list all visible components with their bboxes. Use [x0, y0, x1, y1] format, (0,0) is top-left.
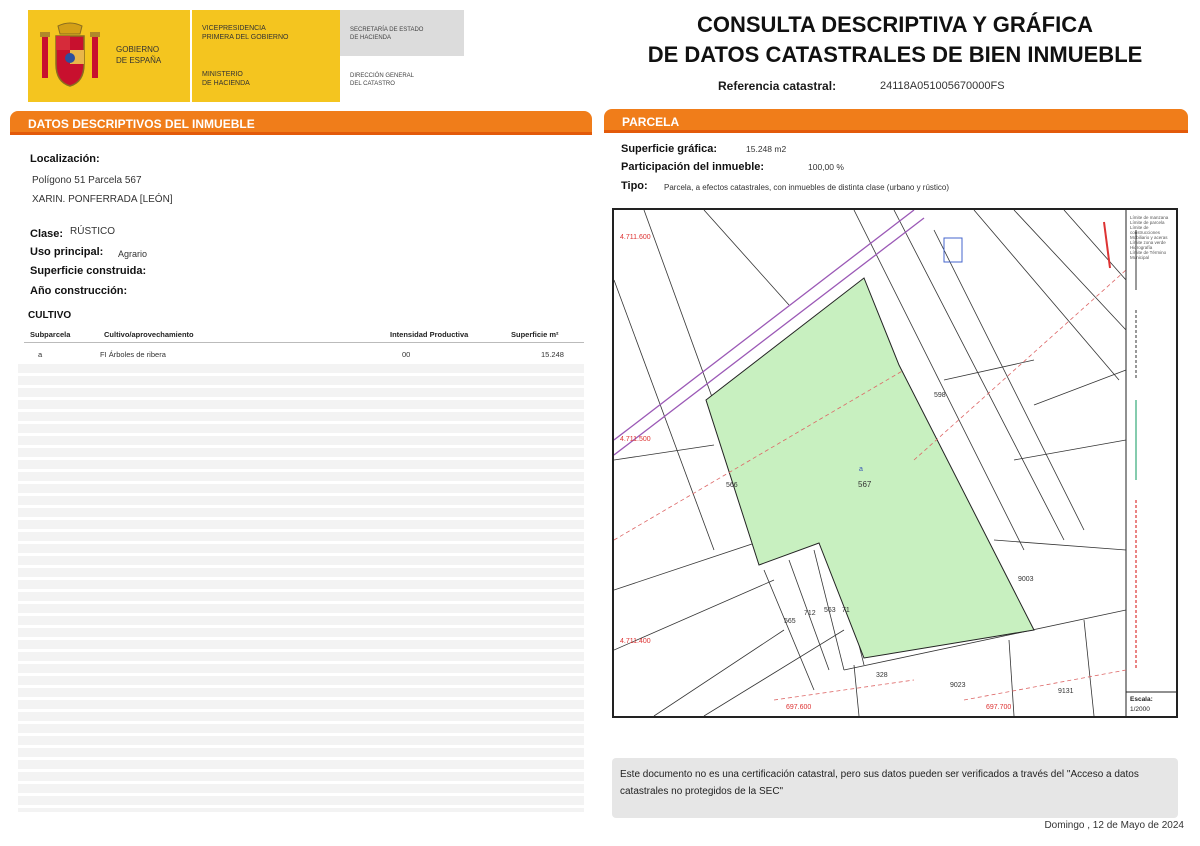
uso-value: Agrario	[118, 249, 148, 259]
anio-construccion-label: Año construcción:	[30, 285, 128, 297]
map-label-parcel-a: a	[859, 466, 863, 473]
uso-label: Uso principal:	[30, 246, 104, 258]
cadastral-ref-value: 24118A051005670000FS	[880, 80, 1005, 92]
map-coord-5: 697.700	[986, 704, 1012, 711]
vice-line-1: VICEPRESIDENCIA	[202, 25, 266, 32]
cadastral-ref-label: Referencia catastral:	[718, 79, 837, 93]
row-superficie: 15.248	[541, 350, 564, 359]
table-header-divider	[24, 342, 584, 343]
map-coord-2: 4.711.500	[620, 436, 651, 443]
col-intensidad: Intensidad Productiva	[390, 330, 469, 339]
direction-name	[350, 72, 460, 88]
logo-divider	[190, 10, 192, 102]
vice-line-2: PRIMERA DEL GOBIERNO	[202, 34, 289, 41]
section-header-descriptive: DATOS DESCRIPTIVOS DEL INMUEBLE	[10, 111, 592, 135]
scale-value: 1/2000	[1130, 706, 1150, 713]
map-coord-3: 4.711.400	[620, 638, 651, 645]
gov-line-2: DE ESPAÑA	[116, 56, 162, 65]
map-label-p11: 71	[842, 607, 850, 614]
map-label-p3: 565	[784, 618, 796, 625]
participacion-label: Participación del inmueble:	[621, 161, 765, 173]
government-name	[116, 44, 161, 66]
clase-value: RÚSTICO	[70, 226, 115, 237]
localizacion-label: Localización:	[30, 153, 100, 165]
title-line-2: DE DATOS CATASTRALES DE BIEN INMUEBLE	[647, 42, 1143, 67]
coat-of-arms-icon	[38, 22, 102, 90]
map-label-p9: 712	[804, 610, 816, 617]
ministry-line-1: MINISTERIO	[202, 71, 243, 78]
direction-line-2: DEL CATASTRO	[350, 81, 395, 87]
ministry-name	[202, 70, 332, 88]
scale-label: Escala:	[1130, 696, 1153, 703]
superficie-construida-label: Superficie construida:	[30, 265, 147, 277]
sup-grafica-label: Superficie gráfica:	[621, 143, 717, 155]
sup-grafica-value: 15.248 m2	[746, 144, 787, 154]
map-label-p6: 328	[876, 672, 888, 679]
cultivo-title: CULTIVO	[28, 310, 72, 321]
map-label-p1: 598	[934, 392, 946, 399]
address-line-1: Polígono 51 Parcela 567	[32, 175, 142, 186]
col-superficie: Superficie m²	[511, 330, 559, 339]
cadastral-map[interactable]	[612, 208, 1178, 718]
legend-item: Límite de parcela	[1130, 220, 1165, 225]
title-line-1: CONSULTA DESCRIPTIVA Y GRÁFICA	[696, 12, 1094, 37]
address-line-2: XARIN. PONFERRADA [LEÓN]	[32, 194, 173, 205]
map-coord-4: 697.600	[786, 704, 812, 711]
map-label-parcel-main: 567	[858, 480, 872, 489]
row-subparcela: a	[38, 350, 43, 359]
col-subparcela: Subparcela	[30, 330, 71, 339]
legend-item: Hidrografía	[1130, 245, 1153, 250]
legend-item: Límite zona verde	[1130, 240, 1166, 245]
direction-line-1: DIRECCIÓN GENERAL	[350, 73, 415, 79]
map-label-p5: 9023	[950, 682, 966, 689]
map-coord-1: 4.711.600	[620, 234, 651, 241]
empty-table-rows	[18, 364, 584, 812]
tipo-label: Tipo:	[621, 180, 648, 192]
col-cultivo: Cultivo/aprovechamiento	[104, 330, 194, 339]
tipo-value: Parcela, a efectos catastrales, con inmuebles de distinta clase (urbano y rústico)	[664, 183, 950, 192]
legend-item: Límite de Término Municipal	[1130, 250, 1167, 260]
ministry-line-2: DE HACIENDA	[202, 80, 250, 87]
participacion-value: 100,00 %	[808, 162, 844, 172]
legend-item: Límite de manzana	[1130, 215, 1169, 220]
map-legend	[1130, 215, 1178, 685]
secretary-line-2: DE HACIENDA	[350, 35, 392, 41]
secretary-name	[350, 26, 460, 42]
map-canvas	[614, 210, 1176, 716]
map-label-p10: 563	[824, 607, 836, 614]
document-date: Domingo , 12 de Mayo de 2024	[1044, 820, 1184, 831]
legend-item: Límite de construcciones	[1130, 225, 1161, 235]
disclaimer-text: Este documento no es una certificación catastral, pero sus datos pueden ser verificados a través del "Acceso a datos catastrales no protegidos de la SEC"	[620, 769, 1139, 797]
gov-line-1: GOBIERNO	[116, 45, 160, 54]
map-label-p7: 9131	[1058, 688, 1074, 695]
row-cultivo: FI Árboles de ribera	[100, 350, 166, 359]
section-header-parcela: PARCELA	[604, 109, 1188, 133]
clase-label: Clase:	[30, 228, 64, 240]
legend-item: Mobiliario y aceras	[1130, 235, 1168, 240]
map-label-p2: 566	[726, 482, 738, 489]
document-title	[600, 10, 1190, 70]
vicepresidency-name	[202, 24, 332, 42]
row-intensidad: 00	[402, 350, 411, 359]
map-label-p4: 9003	[1018, 576, 1034, 583]
secretary-line-1: SECRETARÍA DE ESTADO	[350, 27, 424, 33]
